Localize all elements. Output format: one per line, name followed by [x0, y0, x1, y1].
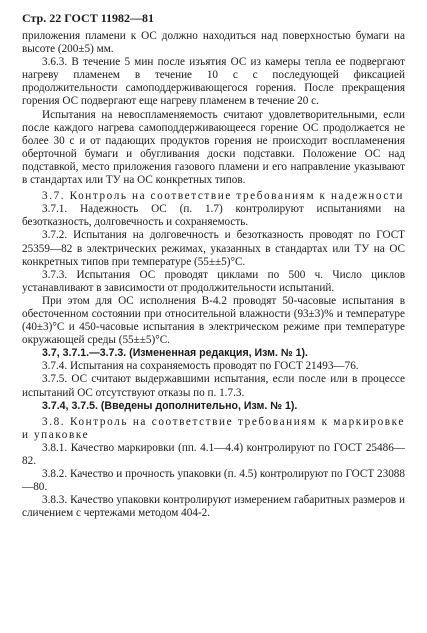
amendment-note-3-7 [22, 347, 405, 360]
paragraph-3-7-3: 3.7.3. Испытания ОС проводят циклами по 500 ч. Число циклов устанавливают в зависимости от продолжительности испытаний. [22, 268, 405, 294]
amendment-text: 3.7, 3.7.1.—3.7.3. (Измененная редакция, Изм. № 1). [42, 347, 308, 360]
paragraph-3-7-4: 3.7.4. Испытания на сохраняемость проводят по ГОСТ 21493—76. [42, 360, 359, 373]
amendment-text: 3.7.4, 3.7.5. (Введены дополнительно, Изм. № 1). [42, 399, 298, 412]
page-header: Стр. 22 ГОСТ 11982—81 [22, 11, 155, 25]
section-heading-3-7: 3.7. Контроль на соответствие требованиям к надежности [42, 190, 404, 203]
paragraph-3-7-1: 3.7.1. Надежность ОС (п. 1.7) контролируют испытаниями на безотказность, долговечность и сохраняемость. [22, 203, 405, 229]
amendment-note-3-7-4 [22, 400, 405, 413]
document-body [22, 30, 405, 520]
paragraph-3-7-2: 3.7.2. Испытания на долговечность и безотказность проводят по ГОСТ 25359—82 в электрических режимах, указанных в стандартах или ТУ на ОС конкретных типов при температуре (55±±5)°С. [22, 229, 405, 268]
paragraph-flammability-criteria: Испытания на невоспламеняемость считают удовлетворительными, если после каждого нагрева самоподдерживающееся горение ОС продолжается не более 30 с и от падающих продуктов горения не происходит воспламенения оберточной бумаги и обугливания доски подставки. Положение ОС над подставкой, место приложения газового пламени и его направление указывают в стандартах или ТУ на ОС конкретных типов. [22, 108, 405, 187]
paragraph-3-7-5: 3.7.5. ОС считают выдержавшими испытания, если после или в процессе испытаний ОС отсутствуют отказы по п. 1.7.3. [22, 373, 405, 399]
section-heading-3-8: 3.8. Контроль на соответствие требованиям к маркировке и упаковке [22, 415, 405, 441]
paragraph-continuation: приложения пламени к ОС должно находиться над поверхностью бумаги на высоте (200±5) мм. [22, 30, 405, 56]
paragraph-b-4-2: При этом для ОС исполнения В-4.2 проводят 50-часовые испытания в обесточенном состоянии при относительной влажности (93±3)% и температуре (40±3)°С и 450-часовые испытания в электрическом режиме при температуре окружающей среды (55±±5)°С. [22, 294, 405, 347]
paragraph-3-8-3: 3.8.3. Качество упаковки контролируют измерением габаритных размеров и сличением с чертежами методом 404-2. [22, 494, 405, 520]
paragraph-3-6-3: 3.6.3. В течение 5 мин после изъятия ОС из камеры тепла ее подвергают нагреву пламенем в течение 10 с с последующей фиксацией продолжительности самоподдерживающегося горения. После прекращения горения ОС подвергают еще нагреву пламенем в течение 20 с. [22, 56, 405, 108]
paragraph-3-8-2: 3.8.2. Качество и прочность упаковки (п. 4.5) контролируют по ГОСТ 23088—80. [22, 468, 405, 494]
paragraph-3-8-1: 3.8.1. Качество маркировки (пп. 4.1—4.4) контролируют по ГОСТ 25486—82. [22, 441, 405, 467]
